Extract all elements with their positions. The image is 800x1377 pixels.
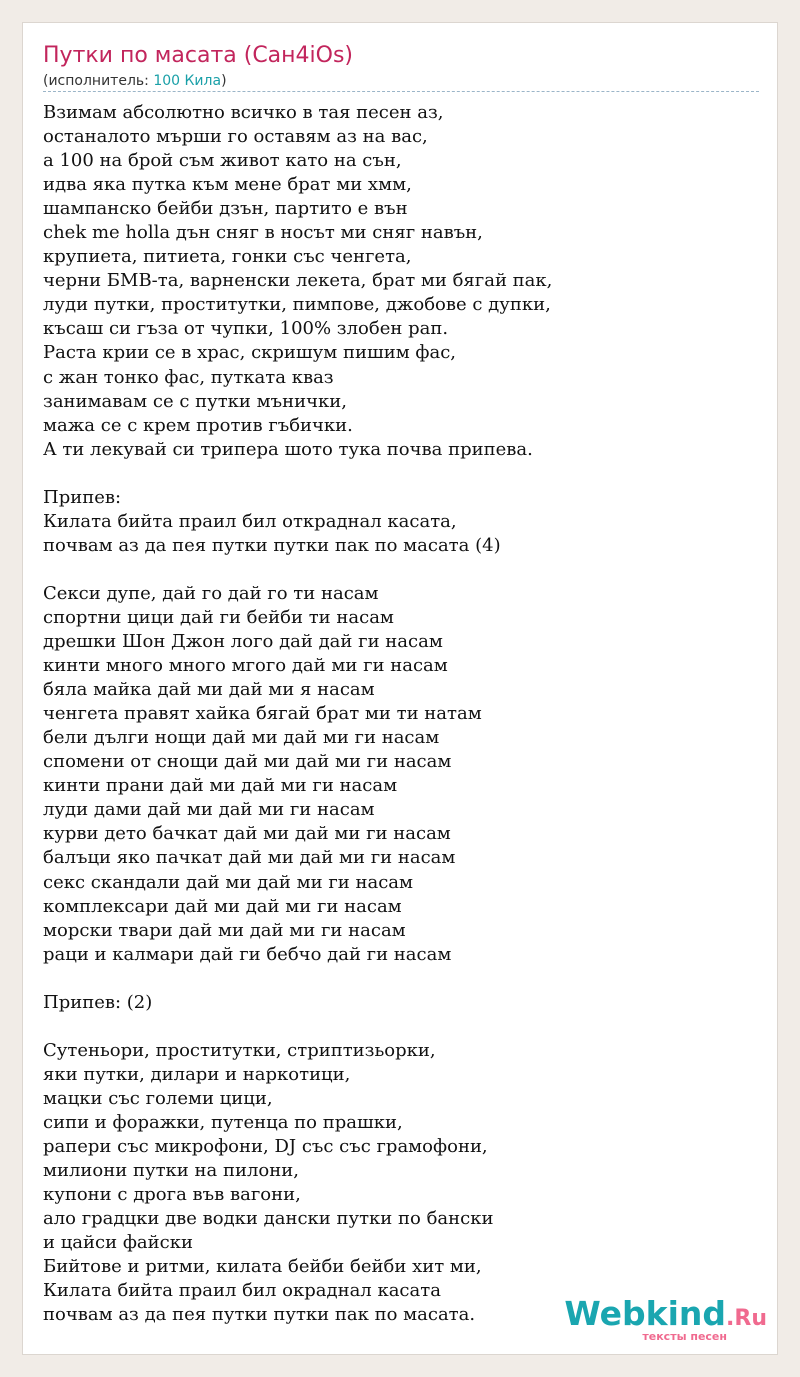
logo-tagline: тексты песен: [642, 1330, 727, 1343]
lyrics-text: Взимам абсолютно всичко в тая песен аз, останалото мърши го оставям аз на вас, а 100 на брой съм живот като на сън, идва яка путка към мене брат ми хмм, шампанско бейби дзън, партито е вън chek me holla дън сняг в носът ми сняг навън, крупиета, питиета, гонки със ченгета, черни БМВ-та, варненски лекета, брат ми бягай пак, луди путки, проститутки, пимпове, джобове с дупки, късаш си гъза от чупки, 100% злобен рап. Раста крии се в храс, скришум пишим фас, с жан тонко фас, путката кваз занимавам се с путки мънички, мажа се с крем против гъбички. А ти лекувай си трипера шото тука почва припева. Припев: Килата бийта праил бил откраднал касата, почвам аз да пея путки путки пак по масата (4) Секси дупе, дай го дай го ти насам спортни цици дай ги бейби ти насам дрешки Шон Джон лого дай дай ги насам кинти много много мгого дай ми ги насам бяла майка дай ми дай ми я насам ченгета правят хайка бягай брат ми ти натам бели дълги нощи дай ми дай ми ги насам спомени от снощи дай ми дай ми ги насам кинти прани дай ми дай ми ги насам луди дами дай ми дай ми ги насам курви дето бачкат дай ми дай ми ги насам балъци яко пачкат дай ми дай ми ги насам секс скандали дай ми дай ми ги насам комплексари дай ми дай ми ги насам морски твари дай ми дай ми ги насам раци и калмари дай ги бебчо дай ги насам Припев: (2) Сутеньори, проститутки, стриптизьорки, яки путки, дилари и наркотици, мацки със големи цици, сипи и форажки, путенца по прашки, рапери със микрофони, DJ със със грамофони, милиони путки на пилони, купони с дрога във вагони, ало градцки две водки дански путки по бански и цайси файски Бийтове и ритми, килата бейби бейби хит ми, Килата бийта праил бил окраднал касата почвам аз да пея путки путки пак по масата.: [43, 102, 553, 1326]
song-title: Путки по масата (Сан4iOs): [43, 43, 354, 68]
artist-prefix: (исполнитель:: [43, 73, 154, 89]
logo-main-text: Webkind: [564, 1294, 727, 1333]
site-logo[interactable]: [564, 1294, 771, 1348]
lyrics-card: [22, 22, 778, 1355]
artist-line: [43, 72, 227, 90]
artist-suffix: ): [221, 73, 227, 89]
logo-tld: .Ru: [726, 1306, 767, 1331]
artist-link[interactable]: 100 Кила: [153, 73, 222, 89]
title-divider: [43, 91, 759, 92]
